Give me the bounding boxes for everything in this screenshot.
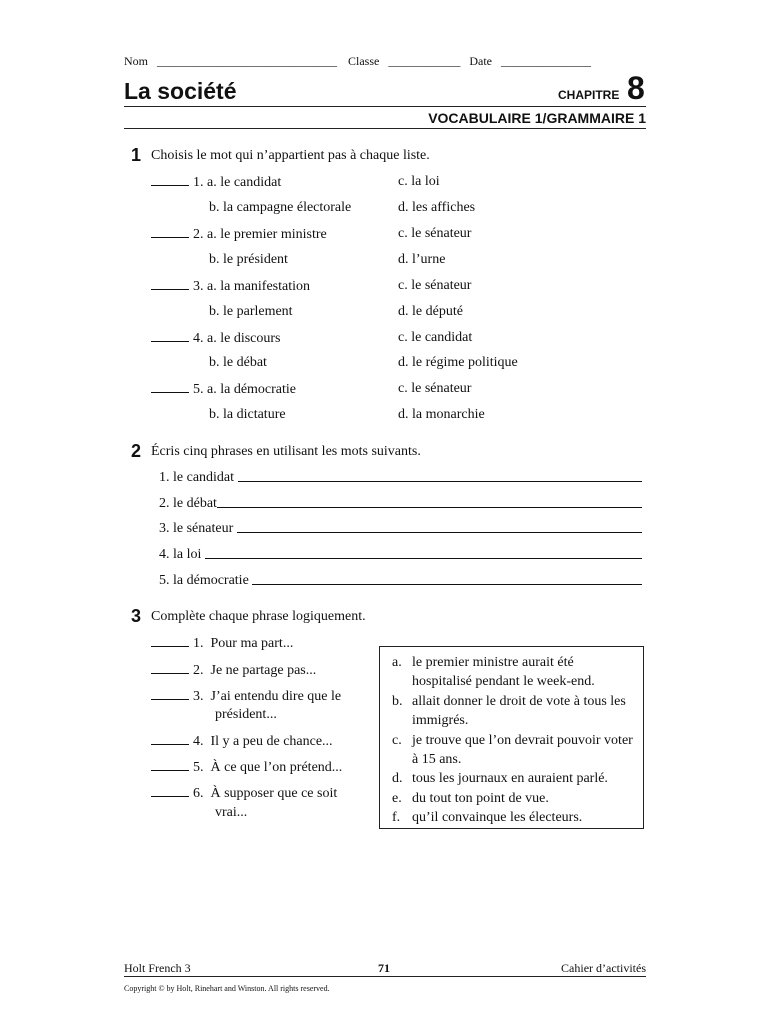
option-d: d. l’urne <box>398 252 446 267</box>
choice-b <box>392 692 635 731</box>
choice-text: je trouve que l’on devrait pouvoir voter à 15 ans. <box>412 732 633 768</box>
choice-text: tous les journaux en auraient parlé. <box>412 771 608 787</box>
exercise-3-instruction: Complète chaque phrase logiquement. <box>151 609 366 624</box>
chapitre-label: CHAPITRE <box>558 88 620 102</box>
answer-blank[interactable] <box>151 226 189 238</box>
option-b: b. le parlement <box>209 304 293 319</box>
sentence-start: J’ai entendu dire que le <box>210 689 342 704</box>
item-number: 2. <box>193 227 204 242</box>
option-a: a. le premier ministre <box>207 227 327 242</box>
footer-book-title: Holt French 3 <box>124 961 191 975</box>
answer-blank[interactable] <box>151 662 189 674</box>
option-b: b. la campagne électorale <box>209 200 352 215</box>
item-number: 4. <box>193 734 204 749</box>
choice-text: allait donner le droit de vote à tous les immigrés. <box>412 693 626 729</box>
sentence-start: Je ne partage pas... <box>210 663 317 678</box>
item-number: 1. <box>193 175 204 190</box>
section-heading: VOCABULAIRE 1/GRAMMAIRE 1 <box>428 110 646 126</box>
choice-c <box>392 731 635 770</box>
option-a: a. la démocratie <box>207 382 297 397</box>
item-number: 5. <box>159 573 170 588</box>
option-b: b. le président <box>209 252 288 267</box>
choice-letter: a. <box>392 655 402 670</box>
item-number: 5. <box>193 760 204 775</box>
item-number: 1. <box>159 470 170 485</box>
choice-letter: d. <box>392 771 403 787</box>
choice-a <box>392 653 635 692</box>
sentence-continuation: vrai... <box>215 805 248 820</box>
sentence-start: Il y a peu de chance... <box>210 734 333 749</box>
option-a: a. le discours <box>207 331 281 346</box>
exercise-1-number: 1 <box>131 145 142 165</box>
choices-box <box>379 646 644 829</box>
choice-letter: c. <box>392 732 402 748</box>
exercise-2-item <box>159 470 642 486</box>
section-rule <box>124 128 646 129</box>
item-number: 5. <box>193 382 204 397</box>
exercise-3-item <box>151 662 316 679</box>
exercise-3-number: 3 <box>131 606 142 626</box>
answer-blank[interactable] <box>151 785 189 797</box>
choice-f <box>392 808 635 827</box>
choice-text: le premier ministre aurait été hospitalisé pendant le week-end. <box>412 655 595 690</box>
choice-letter: e. <box>392 790 402 806</box>
option-d: d. le député <box>398 304 463 319</box>
item-number: 1. <box>193 636 204 651</box>
exercise-3-item <box>151 635 293 652</box>
choice-letter: f. <box>392 810 401 826</box>
item-number: 2. <box>159 496 170 511</box>
sentence-start: À supposer que ce soit <box>210 786 338 801</box>
answer-blank[interactable] <box>151 759 189 771</box>
option-a: a. le candidat <box>207 175 282 190</box>
exercise-2-item <box>159 521 642 537</box>
item-number: 2. <box>193 663 204 678</box>
item-number: 3. <box>193 689 204 704</box>
option-b: b. la dictature <box>209 407 286 422</box>
footer-workbook-title: Cahier d’activités <box>561 961 646 975</box>
answer-blank[interactable] <box>151 635 189 647</box>
option-a: a. la manifestation <box>207 279 311 294</box>
exercise-1-item <box>151 381 296 398</box>
vocab-word: le débat <box>173 496 217 511</box>
option-d: d. la monarchie <box>398 407 485 422</box>
option-c: c. le sénateur <box>398 226 472 241</box>
choice-letter: b. <box>392 693 403 709</box>
choice-e <box>392 789 635 808</box>
option-c: c. la loi <box>398 174 440 189</box>
header-rule <box>124 106 646 107</box>
exercise-1-item <box>151 330 280 347</box>
answer-line[interactable] <box>252 573 642 585</box>
copyright-notice: Copyright © by Holt, Rinehart and Winston. All rights reserved. <box>124 984 330 993</box>
exercise-2-item <box>159 547 642 563</box>
vocab-word: le sénateur <box>173 521 234 536</box>
class-label: Classe <box>348 54 380 68</box>
option-b: b. le débat <box>209 355 267 370</box>
date-label: Date <box>469 54 492 68</box>
answer-blank[interactable] <box>151 688 189 700</box>
answer-blank[interactable] <box>151 733 189 745</box>
exercise-2-instruction: Écris cinq phrases en utilisant les mots suivants. <box>151 444 421 459</box>
choice-text: du tout ton point de vue. <box>412 790 549 806</box>
chapitre-number: 8 <box>627 70 645 106</box>
option-c: c. le candidat <box>398 330 473 345</box>
answer-line[interactable] <box>205 547 642 559</box>
sentence-continuation: président... <box>215 707 277 722</box>
exercise-1-instruction: Choisis le mot qui n’appartient pas à chaque liste. <box>151 148 430 163</box>
sentence-start: À ce que l’on prétend... <box>210 760 343 775</box>
exercise-2-item <box>159 496 642 512</box>
vocab-word: le candidat <box>173 470 235 485</box>
date-blank[interactable]: _______________ <box>501 54 591 68</box>
answer-line[interactable] <box>238 470 642 482</box>
exercise-3-item <box>151 733 333 750</box>
item-number: 6. <box>193 786 204 801</box>
choice-text: qu’il convainque les électeurs. <box>412 810 583 826</box>
vocab-word: la loi <box>173 547 202 562</box>
option-c: c. le sénateur <box>398 381 472 396</box>
item-number: 4. <box>159 547 170 562</box>
choice-d <box>392 769 635 788</box>
name-blank[interactable]: ______________________________ <box>157 54 337 68</box>
exercise-1-item <box>151 278 310 295</box>
exercise-3-item <box>151 759 342 776</box>
class-blank[interactable]: ____________ <box>388 54 461 68</box>
exercise-1-item <box>151 226 327 243</box>
option-c: c. le sénateur <box>398 278 472 293</box>
page-number: 71 <box>378 961 390 975</box>
answer-blank[interactable] <box>151 330 189 342</box>
item-number: 3. <box>193 279 204 294</box>
answer-blank[interactable] <box>151 174 189 186</box>
answer-line[interactable] <box>237 521 642 533</box>
answer-blank[interactable] <box>151 278 189 290</box>
exercise-1-item <box>151 174 281 191</box>
name-label: Nom <box>124 54 148 68</box>
option-d: d. les affiches <box>398 200 476 215</box>
item-number: 3. <box>159 521 170 536</box>
option-d: d. le régime politique <box>398 355 518 370</box>
page-title: La société <box>124 78 237 104</box>
sentence-start: Pour ma part... <box>210 636 294 651</box>
vocab-word: la démocratie <box>173 573 249 588</box>
exercise-3-item <box>151 688 341 705</box>
answer-line[interactable] <box>217 496 642 508</box>
exercise-2-number: 2 <box>131 441 142 461</box>
student-info-line <box>124 54 591 69</box>
item-number: 4. <box>193 331 204 346</box>
footer-rule <box>124 976 646 977</box>
answer-blank[interactable] <box>151 381 189 393</box>
exercise-3-item <box>151 785 337 802</box>
exercise-2-item <box>159 573 642 589</box>
